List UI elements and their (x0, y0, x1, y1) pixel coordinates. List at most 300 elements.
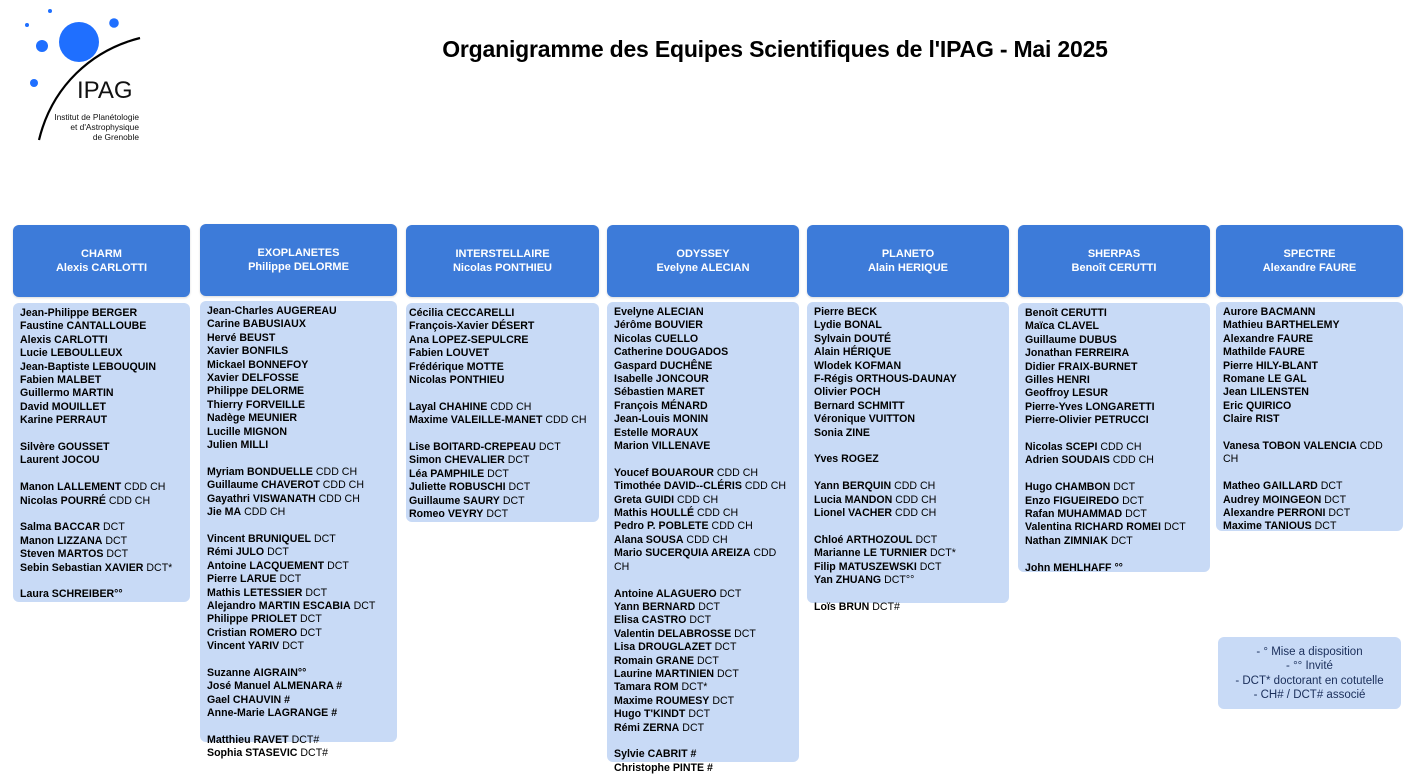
legend (1218, 637, 1401, 709)
team-header (807, 225, 1009, 297)
member-status: DCT (915, 533, 938, 546)
member-row (207, 587, 390, 600)
member-name: Philippe DELORME (207, 385, 305, 398)
member-status: DCT (1328, 507, 1351, 520)
member-row (409, 347, 592, 360)
member-name: Guillaume DUBUS (1025, 333, 1117, 346)
member-row (207, 546, 390, 559)
member-name: Lucille MIGNON (207, 425, 288, 438)
member-row (814, 547, 1002, 560)
member-name: F-Régis ORTHOUS-DAUNAY (814, 373, 957, 386)
member-row (207, 734, 390, 747)
member-row (20, 454, 183, 467)
member-name: Jean-Philippe BERGER (20, 307, 138, 319)
member-row (409, 508, 592, 521)
legend-item: - DCT* doctorant en cotutelle (1235, 674, 1384, 687)
member-name: Cécilia CECCARELLI (409, 307, 515, 319)
member-name: Wlodek KOFMAN (814, 359, 902, 372)
member-name: Youcef BOUAROUR (614, 466, 714, 479)
member-row (814, 480, 1002, 493)
member-name: Nathan ZIMNIAK (1025, 534, 1108, 547)
member-name: Isabelle JONCOUR (614, 373, 709, 386)
member-row (1223, 333, 1396, 346)
member-name: Hervé BEUST (207, 331, 276, 344)
member-name: Jean-Baptiste LEBOUQUIN (20, 360, 156, 373)
member-name: Matthieu RAVET (207, 733, 289, 746)
group-spacer (409, 387, 592, 400)
member-name: Carine BABUSIAUX (207, 318, 306, 331)
member-status: DCT* (929, 547, 956, 560)
member-row (409, 481, 592, 494)
member-name: Gael CHAUVIN # (207, 693, 291, 706)
member-name: Guillaume CHAVEROT (207, 479, 320, 492)
member-row (1223, 480, 1396, 493)
member-name: Jonathan FERREIRA (1025, 347, 1130, 360)
member-status: DCT (105, 534, 128, 547)
member-name: Hugo T'KINDT (614, 708, 686, 721)
member-name: Mario SUCERQUIA AREIZA (614, 547, 751, 560)
member-name: François MÉNARD (614, 399, 708, 412)
member-status: DCT# (291, 733, 320, 746)
member-name: Maxime TANIOUS (1223, 520, 1312, 533)
member-name: Fabien MALBET (20, 374, 102, 387)
member-row (1025, 374, 1203, 387)
member-name: Filip MATUSZEWSKI (814, 560, 917, 573)
member-status: DCT (1163, 521, 1186, 534)
member-name: Manon LIZZANA (20, 534, 103, 547)
team-name: INTERSTELLAIRE (455, 248, 550, 260)
group-spacer (1223, 467, 1396, 480)
member-row (1025, 508, 1203, 521)
team-name: CHARM (81, 248, 122, 260)
group-spacer (1025, 548, 1203, 561)
member-status: CDD CH (614, 547, 777, 573)
member-name: Xavier DELFOSSE (207, 372, 299, 385)
member-row (207, 533, 390, 546)
member-status: DCT (502, 494, 525, 507)
member-row (20, 307, 183, 320)
member-name: Sylvain DOUTÉ (814, 332, 892, 345)
member-status: CDD CH (318, 492, 360, 505)
member-name: Salma BACCAR (20, 521, 101, 534)
member-status: DCT (1122, 494, 1144, 507)
member-row (814, 561, 1002, 574)
member-row (1223, 306, 1396, 319)
ipag-logo (22, 8, 162, 148)
member-name: Nicolas CUELLO (614, 332, 699, 345)
member-row (1025, 307, 1203, 320)
team-members (1216, 302, 1403, 531)
member-name: Vincent BRUNIQUEL (207, 532, 311, 545)
member-status: DCT (1113, 481, 1136, 494)
member-row (207, 318, 390, 331)
member-row (614, 373, 792, 386)
member-status: DCT (282, 640, 304, 653)
member-status: DCT (698, 600, 720, 613)
team-leader: Alexandre FAURE (1262, 262, 1357, 274)
group-spacer (614, 735, 792, 748)
member-row (614, 413, 792, 426)
member-row (1025, 361, 1203, 374)
member-row (207, 613, 390, 626)
member-name: Xavier BONFILS (207, 345, 289, 358)
member-status: DCT (103, 521, 125, 534)
member-name: Tamara ROM (614, 681, 679, 694)
member-row (614, 681, 792, 694)
group-spacer (20, 468, 183, 481)
member-row (1025, 387, 1203, 400)
team-name: SPECTRE (1283, 248, 1336, 260)
member-name: Claire RIST (1223, 413, 1280, 426)
team-header (200, 224, 397, 296)
team-members (607, 302, 799, 774)
member-row (409, 414, 592, 427)
member-name: Romain GRANE (614, 654, 695, 667)
member-name: Lisa DROUGLAZET (614, 641, 712, 654)
member-row (614, 762, 792, 775)
member-row (20, 562, 183, 575)
member-name: Pierre-Olivier PETRUCCI (1025, 414, 1149, 427)
member-row (207, 332, 390, 345)
member-row (1223, 373, 1396, 386)
member-row (614, 520, 792, 533)
member-status: CDD CH (686, 533, 728, 546)
member-status: DCT# (300, 747, 329, 760)
member-status: CDD CH (697, 507, 739, 520)
member-name: Vanesa TOBON VALENCIA (1223, 440, 1357, 453)
member-name: Estelle MORAUX (614, 426, 699, 439)
group-spacer (207, 721, 390, 734)
member-name: Sophia STASEVIC (207, 747, 298, 760)
member-name: Marion VILLENAVE (614, 440, 711, 453)
member-row (20, 548, 183, 561)
team-name: SHERPAS (1087, 248, 1141, 260)
group-spacer (1025, 468, 1203, 481)
member-row (207, 707, 390, 720)
member-name: Lucia MANDON (814, 493, 893, 506)
member-name: Juliette ROBUSCHI (409, 481, 506, 494)
member-row (207, 412, 390, 425)
group-spacer (614, 574, 792, 587)
member-row (20, 401, 183, 414)
member-name: Jean LILENSTEN (1223, 386, 1309, 399)
member-row (409, 374, 592, 387)
member-name: Chloé ARTHOZOUL (814, 533, 913, 546)
member-name: Valentina RICHARD ROMEI (1025, 521, 1161, 534)
member-row (409, 468, 592, 481)
member-row (814, 319, 1002, 332)
member-row (20, 588, 183, 601)
member-name: Rémi ZERNA (614, 721, 680, 734)
member-row (1223, 507, 1396, 520)
member-row (614, 360, 792, 373)
member-row (814, 386, 1002, 399)
member-status: CDD CH (744, 480, 787, 493)
member-name: Alexandre FAURE (1223, 332, 1314, 345)
member-row (1025, 334, 1203, 347)
member-name: Laurent JOCOU (20, 454, 100, 467)
member-row (207, 399, 390, 412)
member-status: CDD CH (124, 481, 166, 494)
member-row (614, 494, 792, 507)
member-row (1025, 414, 1203, 427)
member-name: Thierry FORVEILLE (207, 398, 306, 411)
svg-text:et d'Astrophysique: et d'Astrophysique (70, 122, 139, 132)
member-row (207, 345, 390, 358)
team-members (406, 303, 599, 522)
member-status: DCT (279, 573, 302, 586)
member-row (207, 747, 390, 760)
team-leader: Nicolas PONTHIEU (452, 262, 553, 274)
team-leader: Evelyne ALECIAN (656, 262, 750, 274)
group-spacer (1223, 427, 1396, 440)
member-name: Simon CHEVALIER (409, 454, 505, 467)
member-status: DCT* (146, 561, 173, 574)
member-row (207, 493, 390, 506)
group-spacer (409, 428, 592, 441)
member-status: CDD CH (711, 520, 753, 533)
member-name: Gaspard DUCHÊNE (614, 359, 713, 372)
member-status: DCT (106, 548, 129, 561)
member-row (1223, 346, 1396, 359)
member-row (207, 385, 390, 398)
member-name: Audrey MOINGEON (1223, 493, 1322, 506)
member-row (614, 480, 792, 493)
member-name: Gilles HENRI (1025, 374, 1090, 387)
member-row (614, 722, 792, 735)
member-name: Didier FRAIX-BURNET (1025, 360, 1138, 373)
group-spacer (207, 452, 390, 465)
member-status: DCT (486, 508, 509, 521)
member-name: Guillermo MARTIN (20, 387, 114, 400)
member-name: Romeo VEYRY (409, 508, 484, 521)
member-row (1025, 454, 1203, 467)
member-status: CDD CH (895, 507, 937, 520)
member-status: DCT (688, 708, 711, 721)
member-row (207, 627, 390, 640)
member-status: CDD CH (545, 414, 587, 427)
member-name: Mathilde FAURE (1223, 346, 1305, 359)
member-name: Vincent YARIV (207, 640, 280, 653)
member-name: Jean-Louis MONIN (614, 413, 709, 426)
member-name: Rafan MUHAMMAD (1025, 508, 1123, 521)
member-status: DCT (712, 694, 735, 707)
member-name: Valentin DELABROSSE (614, 627, 732, 640)
team-name: EXOPLANETES (257, 247, 340, 259)
member-name: Anne-Marie LAGRANGE # (207, 707, 338, 720)
member-name: Fabien LOUVET (409, 347, 490, 360)
member-name: Philippe PRIOLET (207, 613, 298, 626)
member-name: Benoît CERUTTI (1025, 307, 1107, 319)
member-row (207, 600, 390, 613)
svg-text:de Grenoble: de Grenoble (92, 132, 139, 142)
member-name: Lydie BONAL (814, 319, 882, 332)
member-row (814, 333, 1002, 346)
member-row (1223, 413, 1396, 426)
member-row (614, 601, 792, 614)
member-status: CDD CH (1100, 441, 1142, 454)
member-row (814, 373, 1002, 386)
member-row (20, 495, 183, 508)
group-spacer (20, 508, 183, 521)
group-spacer (814, 520, 1002, 533)
member-row (20, 521, 183, 534)
member-name: Romane LE GAL (1223, 373, 1307, 386)
group-spacer (1025, 428, 1203, 441)
member-status: DCT (538, 441, 561, 454)
member-name: Yann BERNARD (614, 600, 696, 613)
member-name: Eric QUIRICO (1223, 399, 1292, 412)
member-status: CDD CH (716, 466, 759, 479)
member-name: Maxime VALEILLE-MANET (409, 414, 543, 427)
member-status: CDD CH (677, 493, 719, 506)
member-status: DCT°° (884, 574, 915, 587)
member-row (207, 372, 390, 385)
member-row (20, 481, 183, 494)
member-name: Mathis LETESSIER (207, 586, 303, 599)
member-name: John MEHLHAFF °° (1025, 561, 1123, 574)
member-name: Sébastien MARET (614, 386, 705, 399)
member-status: DCT (689, 614, 712, 627)
member-status: DCT (717, 667, 739, 680)
member-status: CDD CH (322, 479, 364, 492)
member-name: Alana SOUSA (614, 533, 684, 546)
group-spacer (207, 519, 390, 532)
team-header (607, 225, 799, 297)
member-status: CDD CH (315, 465, 358, 478)
member-row (614, 668, 792, 681)
member-name: Mathieu BARTHELEMY (1223, 319, 1340, 332)
member-name: Steven MARTOS (20, 548, 104, 561)
member-row (207, 640, 390, 653)
member-row (614, 628, 792, 641)
member-name: Manon LALLEMENT (20, 481, 122, 494)
member-status: DCT (267, 546, 289, 559)
member-row (409, 454, 592, 467)
member-status: CDD CH (244, 506, 286, 519)
group-spacer (814, 440, 1002, 453)
member-row (20, 535, 183, 548)
team-members (200, 301, 397, 760)
member-row (207, 667, 390, 680)
member-row (614, 588, 792, 601)
member-row (1223, 440, 1396, 467)
member-name: Maxime ROUMESY (614, 694, 710, 707)
member-row (1223, 319, 1396, 332)
member-row (1025, 401, 1203, 414)
member-row (614, 427, 792, 440)
member-name: Léa PAMPHILE (409, 467, 485, 480)
member-name: Myriam BONDUELLE (207, 465, 313, 478)
member-row (1025, 441, 1203, 454)
member-row (1025, 347, 1203, 360)
team-header (13, 225, 190, 297)
member-name: Véronique VUITTON (814, 413, 916, 426)
member-name: Julien MILLI (207, 439, 269, 452)
member-name: Pierre BECK (814, 306, 877, 318)
member-status: CDD CH (108, 494, 151, 507)
member-row (1025, 535, 1203, 548)
member-row (614, 695, 792, 708)
member-name: Alexis CARLOTTI (20, 333, 108, 346)
member-name: Yann BERQUIN (814, 480, 892, 493)
member-row (207, 466, 390, 479)
member-name: Mickael BONNEFOY (207, 358, 309, 371)
member-row (614, 748, 792, 761)
member-name: Rémi JULO (207, 546, 265, 559)
logo-name: IPAG (77, 77, 133, 104)
legend-item: - CH# / DCT# associé (1253, 689, 1366, 702)
member-name: Marianne LE TURNIER (814, 547, 928, 560)
member-status: DCT* (681, 681, 708, 694)
member-row (614, 534, 792, 547)
member-name: Yan ZHUANG (814, 574, 882, 587)
member-row (614, 507, 792, 520)
member-status: CDD CH (1112, 454, 1154, 467)
member-name: Alexandre PERRONI (1223, 507, 1326, 520)
member-name: Nicolas PONTHIEU (409, 374, 505, 387)
member-status: CDD CH (1223, 440, 1383, 466)
member-row (20, 374, 183, 387)
member-row (614, 614, 792, 627)
team-leader: Benoît CERUTTI (1071, 262, 1157, 274)
member-name: Bernard SCHMITT (814, 399, 905, 412)
member-name: Faustine CANTALLOUBE (20, 320, 147, 333)
member-name: Hugo CHAMBON (1025, 481, 1111, 494)
member-name: Sonia ZINE (814, 426, 870, 439)
member-row (20, 334, 183, 347)
team-members (1018, 303, 1210, 572)
member-name: Evelyne ALECIAN (614, 306, 704, 318)
member-row (1025, 562, 1203, 575)
member-name: Mathis HOULLÉ (614, 507, 695, 520)
team-members (13, 303, 190, 602)
team-header (1018, 225, 1210, 297)
member-name: Loïs BRUN (814, 600, 870, 613)
member-row (1025, 495, 1203, 508)
member-row (20, 441, 183, 454)
member-name: Antoine ALAGUERO (614, 587, 717, 600)
member-status: CDD CH (894, 480, 936, 493)
member-name: François-Xavier DÉSERT (409, 320, 535, 333)
member-name: Matheo GAILLARD (1223, 480, 1318, 493)
member-row (814, 534, 1002, 547)
member-row (814, 360, 1002, 373)
member-name: Ana LOPEZ-SEPULCRE (409, 333, 529, 346)
member-status: DCT (1320, 480, 1343, 493)
member-name: Yves ROGEZ (814, 453, 879, 466)
member-name: Sylvie CABRIT # (614, 748, 697, 761)
member-name: Alain HÉRIQUE (814, 346, 892, 359)
member-row (814, 494, 1002, 507)
member-row (409, 495, 592, 508)
member-row (814, 306, 1002, 319)
member-name: Jérôme BOUVIER (614, 319, 703, 332)
member-name: Guillaume SAURY (409, 494, 500, 507)
member-status: DCT (300, 613, 322, 626)
member-name: Frédérique MOTTE (409, 360, 504, 373)
member-status: DCT (507, 454, 530, 467)
member-status: DCT (353, 599, 376, 612)
member-name: Enzo FIGUEIREDO (1025, 494, 1120, 507)
member-name: Lise BOITARD-CREPEAU (409, 441, 536, 454)
member-row (1223, 400, 1396, 413)
member-row (409, 334, 592, 347)
member-status: CDD CH (490, 400, 532, 413)
member-row (614, 386, 792, 399)
member-row (1223, 360, 1396, 373)
member-name: Lionel VACHER (814, 507, 893, 520)
